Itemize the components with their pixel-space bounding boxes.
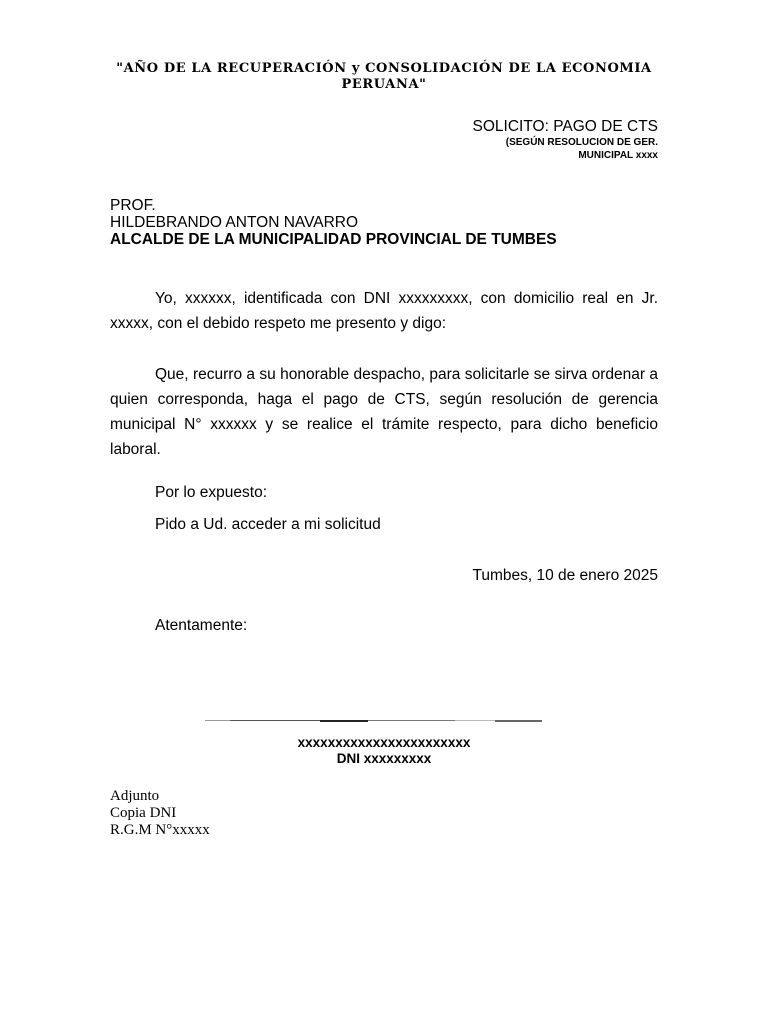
- attachment-item: R.G.M N°xxxxx: [110, 822, 210, 838]
- signature-line-segment: [230, 720, 320, 721]
- subject-title: SOLICITO: PAGO DE CTS: [472, 118, 658, 135]
- signature-line-segment: [455, 720, 495, 721]
- farewell: Atentamente:: [155, 617, 248, 634]
- attachments-block: [110, 788, 210, 839]
- signature-line-segment: [368, 720, 455, 721]
- addressee-prefix: PROF.: [110, 197, 156, 214]
- addressee-position: ALCALDE DE LA MUNICIPALIDAD PROVINCIAL DE TUMBES: [110, 231, 557, 248]
- addressee-block: [110, 197, 658, 248]
- signature-line: [205, 720, 542, 722]
- signature-line-segment: [320, 720, 368, 722]
- year-heading-line-1: "AÑO DE LA RECUPERACIÓN y CONSOLIDACIÓN DE LA ECONOMIA: [116, 61, 652, 76]
- addressee-name: HILDEBRANDO ANTON NAVARRO: [110, 214, 359, 231]
- subject-note-line-2: MUNICIPAL xxxx: [578, 150, 658, 161]
- subject-note-line-1: (SEGÚN RESOLUCION DE GER.: [505, 137, 658, 148]
- request-paragraph: Que, recurro a su honorable despacho, para solicitarle se sirva ordenar a quien corresponda, haga el pago de CTS, según resolución de gerencia municipal N° xxxxxx y se realice el trámite respecto, para dicho beneficio laboral.: [110, 366, 658, 458]
- closing-line-2: Pido a Ud. acceder a mi solicitud: [155, 516, 381, 533]
- signer-name: xxxxxxxxxxxxxxxxxxxxxxx: [297, 735, 471, 750]
- closing-line-1: Por lo expuesto:: [155, 484, 268, 501]
- signature-line-segment: [205, 720, 230, 721]
- subject-block: [338, 118, 658, 162]
- date-line: Tumbes, 10 de enero 2025: [472, 567, 658, 584]
- attachments-title: Adjunto: [110, 788, 160, 804]
- signer-dni: DNI xxxxxxxxx: [336, 751, 432, 766]
- signature-line-segment: [495, 720, 542, 722]
- attachment-item: Copia DNI: [110, 805, 177, 821]
- year-heading-line-2: PERUANA": [341, 77, 427, 92]
- signature-block: [110, 735, 658, 767]
- intro-paragraph: Yo, xxxxxx, identificada con DNI xxxxxxxxx, con domicilio real en Jr. xxxxx, con el debido respeto me presento y digo:: [110, 290, 658, 332]
- year-heading: [110, 61, 658, 93]
